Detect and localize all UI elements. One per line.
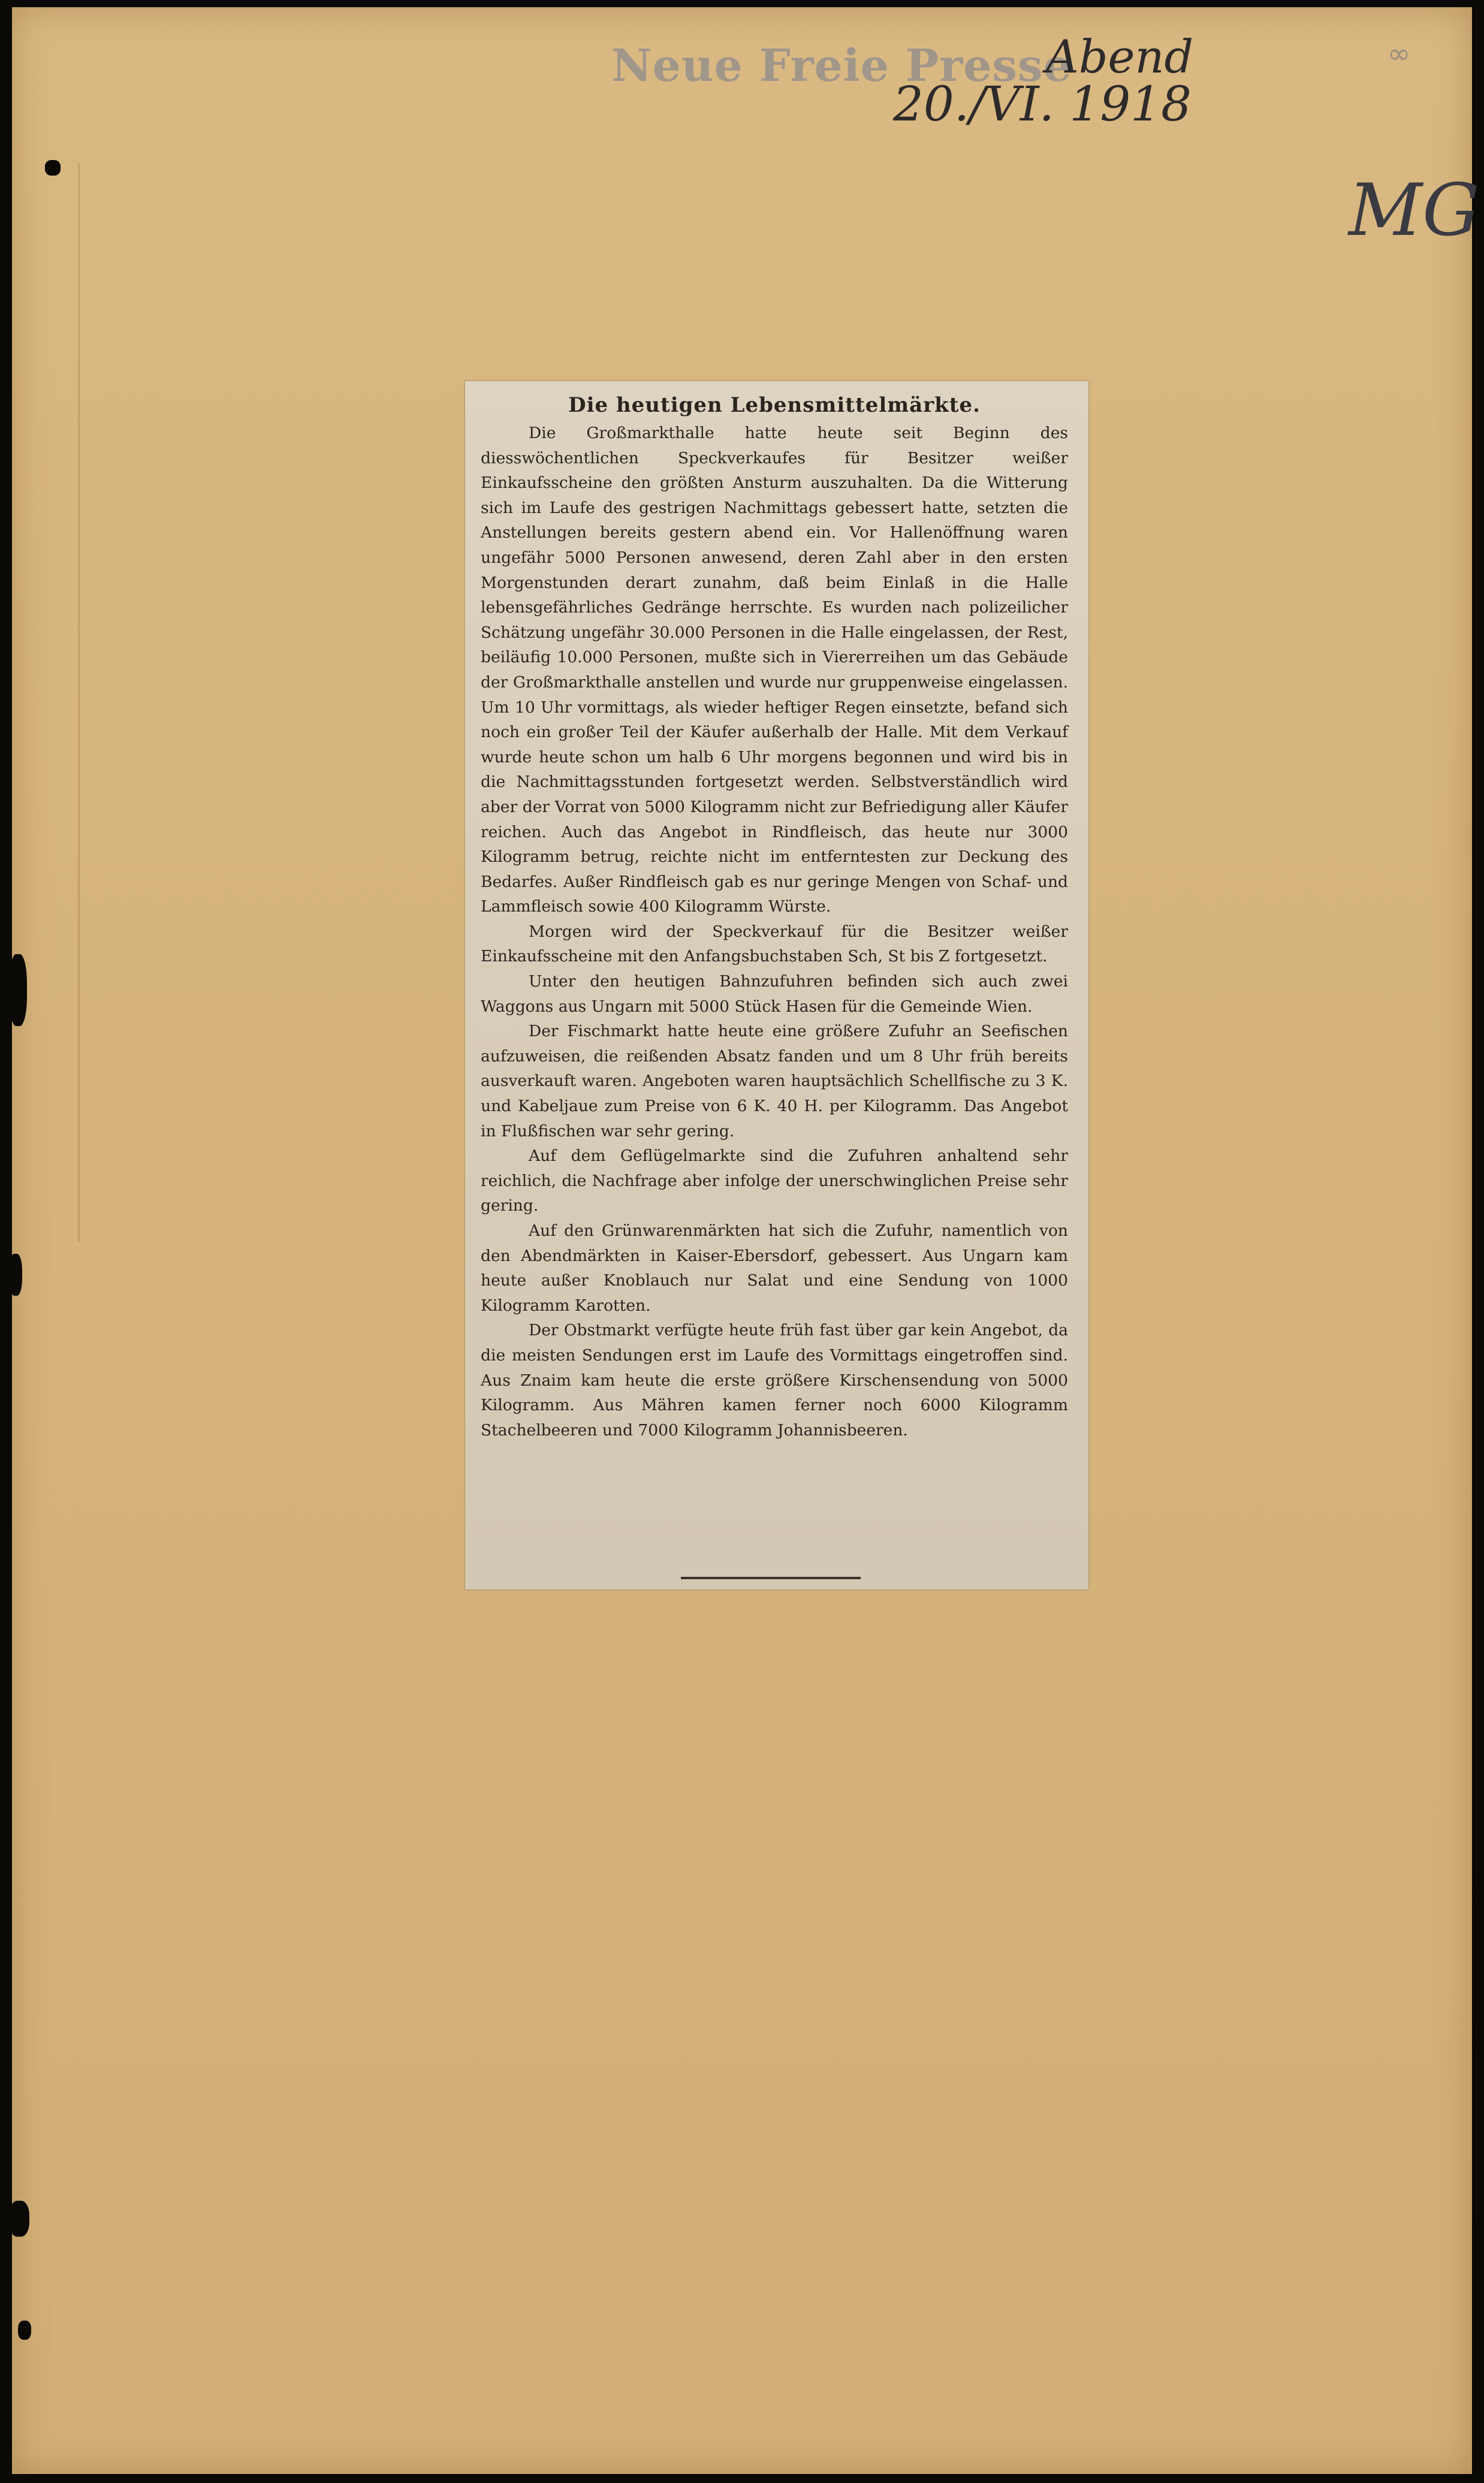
- article-paragraph: Morgen wird der Speckverkauf für die Besitzer weißer Einkaufsscheine mit den Anfangsbuchstaben Sch, St bis Z fortgesetzt.: [481, 922, 1068, 966]
- torn-edge-mark: [9, 2201, 29, 2237]
- article-paragraph: Auf dem Geflügelmarkte sind die Zufuhren anhaltend sehr reichlich, die Nachfrage aber infolge der unerschwinglichen Preise sehr gering.: [481, 1147, 1068, 1215]
- newspaper-name-stamp: Neue Freie Presse: [611, 40, 1072, 92]
- clipping-end-rule: [681, 1577, 861, 1579]
- torn-edge-mark: [18, 2321, 31, 2340]
- pencil-marks: ∞: [1388, 37, 1411, 70]
- torn-edge-mark: [9, 1254, 22, 1296]
- article-paragraph: Der Fischmarkt hatte heute eine größere Zufuhr an Seefischen aufzuweisen, die reißenden Absatz fanden und um 8 Uhr früh bereits ausverkauft waren. Angeboten waren hauptsächlich Schellfische zu 3 K. und Kabeljaue zum Preise von 6 K. 40 H. per Kilogramm. Das Angebot in Flußfischen war sehr gering.: [481, 1022, 1068, 1141]
- handwritten-edition: Abend: [1046, 30, 1194, 83]
- article-title: Die heutigen Lebensmittelmärkte.: [568, 393, 981, 417]
- article-paragraph: Unter den heutigen Bahnzufuhren befinden sich auch zwei Waggons aus Ungarn mit 5000 Stück Hasen für die Gemeinde Wien.: [481, 972, 1068, 1016]
- article-paragraph: Der Obstmarkt verfügte heute früh fast über gar kein Angebot, da die meisten Sendungen erst im Laufe des Vormittags eingetroffen sind. Aus Znaim kam heute die erste größere Kirschensendung von 5000 Kilogramm. Aus Mähren kamen ferner noch 6000 Kilogramm Stachelbeeren und 7000 Kilogramm Johannisbeeren.: [481, 1321, 1068, 1440]
- archive-sheet: [12, 7, 1480, 2474]
- handwritten-date: 20./VI. 1918: [893, 76, 1192, 132]
- paper-fold-line: [78, 163, 80, 1242]
- binding-hole-mark: [45, 160, 61, 176]
- article-paragraph: Auf den Grünwarenmärkten hat sich die Zufuhr, namentlich von den Abendmärkten in Kaiser-Ebersdorf, gebessert. Aus Ungarn kam heute außer Knoblauch nur Salat und eine Sendung von 1000 Kilogramm Karotten.: [481, 1221, 1068, 1315]
- handwritten-corner-mark: MG: [1349, 169, 1480, 252]
- torn-edge-mark: [9, 954, 27, 1026]
- article-paragraph: Die Großmarkthalle hatte heute seit Beginn des diesswöchentlichen Speckverkaufes für Besitzer weißer Einkaufsscheine den größten Ansturm auszuhalten. Da die Witterung sich im Laufe des gestrigen Nachmittags gebessert hatte, setzten die Anstellungen bereits gestern abend ein. Vor Hallenöffnung waren ungefähr 5000 Personen anwesend, deren Zahl aber in den ersten Morgenstunden derart zunahm, daß beim Einlaß in die Halle lebensgefährliches Gedränge herrschte. Es wurden nach polizeilicher Schätzung ungefähr 30.000 Personen in die Halle eingelassen, der Rest, beiläufig 10.000 Personen, mußte sich in Viererreihen um das Gebäude der Großmarkthalle anstellen und wurde nur gruppenweise eingelassen. Um 10 Uhr vormittags, als wieder heftiger Regen einsetzte, befand sich noch ein großer Teil der Käufer außerhalb der Halle. Mit dem Verkauf wurde heute schon um halb 6 Uhr morgens begonnen und wird bis in die Nachmittagsstunden fortgesetzt werden. Selbstverständlich wird aber der Vorrat von 5000 Kilogramm nicht zur Befriedigung aller Käufer reichen. Auch das Angebot in Rindfleisch, das heute nur 3000 Kilogramm betrug, reichte nicht im entferntesten zur Deckung des Bedarfes. Außer Rindfleisch gab es nur geringe Mengen von Schaf- und Lammfleisch sowie 400 Kilogramm Würste.: [481, 424, 1068, 916]
- newspaper-clipping: [465, 381, 1088, 1589]
